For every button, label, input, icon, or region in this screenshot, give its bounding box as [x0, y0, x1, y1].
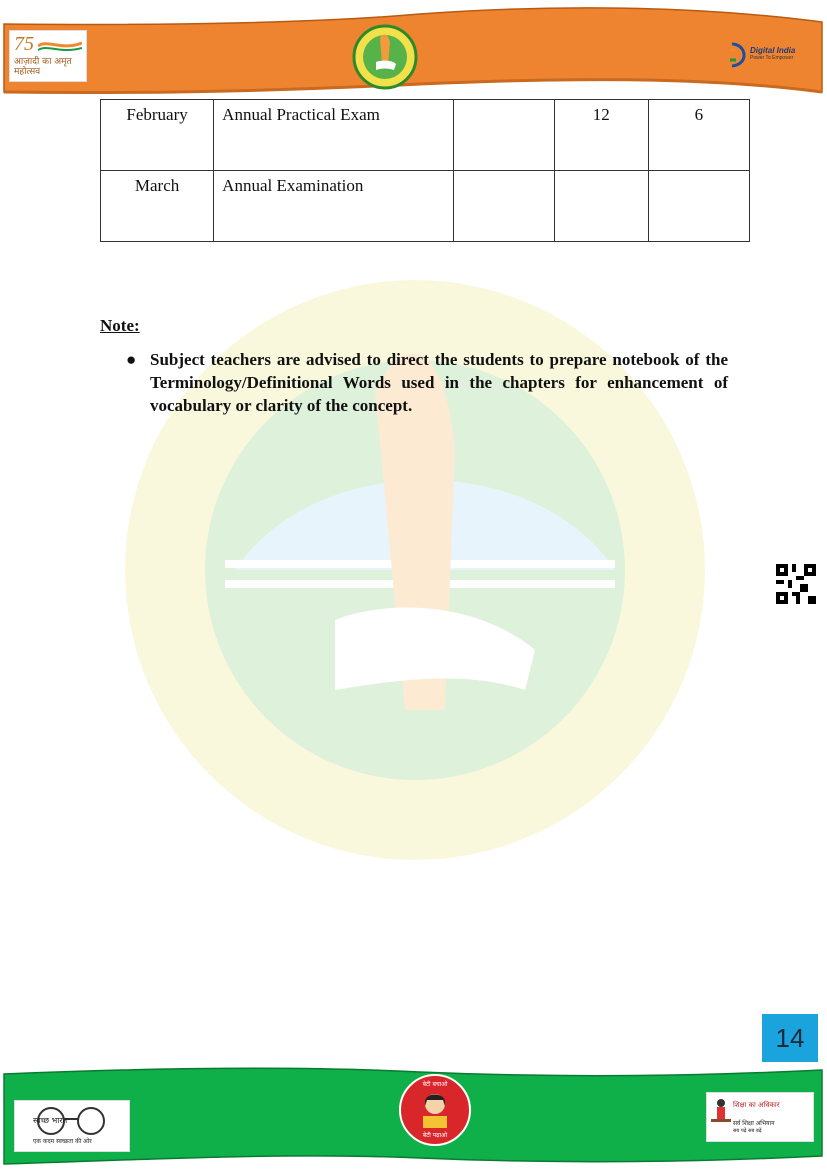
beti-bachao-logo [399, 1074, 471, 1146]
table-row [101, 100, 750, 171]
beti-bachao-top-text: बेटी बचाओ [422, 1081, 448, 1088]
board-emblem-icon [352, 24, 418, 90]
child-pencil-icon [711, 1097, 731, 1127]
azadi-ka-amrit-mahotsav-logo [9, 30, 87, 82]
table-row [101, 171, 750, 242]
table-cell [453, 100, 554, 171]
digital-india-subtext: Power To Empower [750, 55, 794, 61]
table-cell [554, 171, 648, 242]
month-cell: March [101, 171, 214, 242]
digital-india-icon [728, 42, 750, 68]
annual-plan-table [100, 99, 750, 242]
shiksha-logo-title: शिक्षा का अधिकार [733, 1101, 780, 1109]
shiksha-logo-sub: सर्व शिक्षा अभियान [733, 1120, 775, 1127]
swachh-bharat-subtext: एक कदम स्वच्छता की ओर [33, 1138, 92, 1145]
flag-swoosh-icon [38, 39, 82, 53]
month-cell: February [101, 100, 214, 171]
shiksha-logo-sub2: सब पढ़ें सब बढ़ें [733, 1128, 762, 1134]
table-cell: 6 [648, 100, 749, 171]
beti-bachao-bottom-text: बेटी पढ़ाओ [422, 1132, 448, 1139]
girl-reading-icon [417, 1090, 453, 1130]
azadi-logo-text: आज़ादी का अमृत महोत्सव [14, 57, 72, 77]
table-cell: 12 [554, 100, 648, 171]
digital-india-logo [728, 40, 800, 70]
activity-cell: Annual Examination [214, 171, 453, 242]
qr-code-icon [776, 564, 816, 604]
note-heading: Note: [100, 316, 140, 335]
swachh-bharat-logo [14, 1100, 130, 1152]
note-item: Subject teachers are advised to direct the students to prepare notebook of the Terminology/Definitional Words used in the chapters for enhancement of vocabulary or clarity of the concept. [150, 350, 728, 415]
page-number: 14 [762, 1014, 818, 1062]
swachh-bharat-text: स्वच्छ भारत [33, 1116, 68, 1125]
note-list [126, 348, 728, 417]
azadi-logo-number: 75 [14, 33, 34, 55]
digital-india-text: Digital India [750, 46, 796, 55]
activity-cell: Annual Practical Exam [214, 100, 453, 171]
table-cell [453, 171, 554, 242]
bullet-icon: ● [126, 350, 137, 369]
table-cell [648, 171, 749, 242]
shiksha-ka-adhikar-logo [706, 1092, 814, 1142]
